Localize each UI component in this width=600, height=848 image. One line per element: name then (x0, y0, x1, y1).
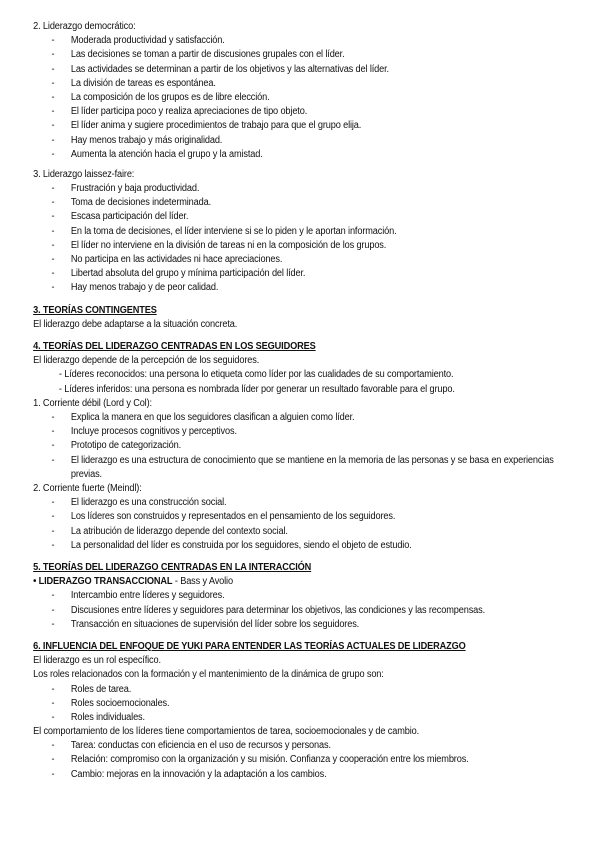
list-item: - Cambio: mejoras en la innovación y la adaptación a los cambios. (33, 768, 585, 782)
strong-current-list (33, 496, 585, 553)
list-item: - El líder anima y sugiere procedimientos de trabajo para que el grupo elija. (33, 119, 585, 133)
yuki-line-2: Los roles relacionados con la formación y el mantenimiento de la dinámica de grupo son: (33, 669, 384, 681)
followers-sub-inferred: - Líderes inferidos: una persona es nombrada líder por generar un resultado favorable para el grupo. (58, 383, 455, 395)
list-item: - Las decisiones se toman a partir de discusiones grupales con el líder. (33, 48, 585, 62)
list-item: - La composición de los grupos es de libre elección. (33, 91, 585, 105)
list-item: - No participa en las actividades ni hace apreciaciones. (33, 253, 585, 267)
list-item: - Moderada productividad y satisfacción. (33, 34, 585, 48)
dash-marker: - (51, 604, 55, 616)
dash-marker: - (51, 590, 55, 602)
behaviors-list (33, 739, 585, 782)
list-item: - Prototipo de categorización. (33, 439, 585, 453)
list-item: - Discusiones entre líderes y seguidores para determinar los objetivos, las condiciones y las recompensas. (33, 604, 585, 618)
dash-marker: - (51, 239, 55, 251)
dash-marker: - (51, 120, 55, 132)
list-item: - Explica la manera en que los seguidores clasifican a alguien como líder. (33, 411, 585, 425)
list-item: - Tarea: conductas con eficiencia en el uso de recursos y personas. (33, 739, 585, 753)
dash-marker: - (51, 211, 55, 223)
laissez-faire-list (33, 182, 585, 296)
list-item: - Relación: compromiso con la organización y su misión. Confianza y cooperación entre los miembros. (33, 753, 585, 767)
dash-marker: - (51, 697, 55, 709)
dash-marker: - (51, 148, 55, 160)
weak-current-title: 1. Corriente débil (Lord y Col): (33, 397, 152, 409)
dash-marker: - (51, 106, 55, 118)
list-item: - El líder participa poco y realiza apreciaciones de tipo objeto. (33, 105, 585, 119)
list-item: - Intercambio entre líderes y seguidores. (33, 589, 585, 603)
dash-marker: - (51, 454, 55, 466)
list-item: - El liderazgo es una construcción social. (33, 496, 585, 510)
dash-marker: - (51, 225, 55, 237)
dash-marker: - (51, 282, 55, 294)
list-item: - Los líderes son construidos y representados en el pensamiento de los seguidores. (33, 510, 585, 524)
interaction-list (33, 589, 585, 632)
dash-marker: - (51, 683, 55, 695)
dash-marker: - (51, 63, 55, 75)
weak-current-list (33, 411, 585, 482)
dash-marker: - (51, 740, 55, 752)
dash-marker: - (51, 49, 55, 61)
dash-marker: - (51, 539, 55, 551)
followers-heading: 4. TEORÍAS DEL LIDERAZGO CENTRADAS EN LOS SEGUIDORES (33, 341, 316, 352)
contingent-text: El liderazgo debe adaptarse a la situación concreta. (33, 318, 238, 330)
list-item: - Aumenta la atención hacia el grupo y la amistad. (33, 148, 585, 162)
transactional-authors: - Bass y Avolio (172, 576, 233, 588)
democratic-title: 2. Liderazgo democrático: (33, 21, 136, 32)
list-item: - Hay menos trabajo y de peor calidad. (33, 281, 585, 295)
document-body (33, 20, 585, 782)
dash-marker: - (51, 134, 55, 146)
list-item: - El liderazgo es una estructura de conocimiento que se mantiene en la memoria de las personas y se basa en experiencias previas. (51, 454, 554, 480)
list-item: - En la toma de decisiones, el líder interviene si se lo piden y le aportan información. (33, 225, 585, 239)
dash-marker: - (51, 440, 55, 452)
dash-marker: - (51, 91, 55, 103)
dash-marker: - (51, 768, 55, 780)
dash-marker: - (51, 268, 55, 280)
dash-marker: - (51, 412, 55, 424)
list-item: - La atribución de liderazgo depende del contexto social. (33, 525, 585, 539)
list-item: - Roles de tarea. (33, 683, 585, 697)
dash-marker: - (51, 77, 55, 89)
interaction-heading: 5. TEORÍAS DEL LIDERAZGO CENTRADAS EN LA INTERACCIÓN (33, 561, 312, 573)
dash-marker: - (51, 511, 55, 523)
transactional-label: • LIDERAZGO TRANSACCIONAL (33, 576, 173, 588)
dash-marker: - (51, 197, 55, 209)
list-item: - Incluye procesos cognitivos y perceptivos. (33, 425, 585, 439)
list-item: - Libertad absoluta del grupo y mínima participación del líder. (33, 267, 585, 281)
dash-marker: - (51, 525, 55, 537)
laissez-faire-title: 3. Liderazgo laissez-faire: (33, 168, 135, 180)
list-item: - Roles individuales. (33, 711, 585, 725)
roles-list (33, 683, 585, 726)
dash-marker: - (51, 183, 55, 195)
list-item: - Transacción en situaciones de supervisión del líder sobre los seguidores. (33, 618, 585, 632)
list-item: - Hay menos trabajo y más originalidad. (33, 134, 585, 148)
list-item: - Escasa participación del líder. (33, 210, 585, 224)
list-item: - Roles socioemocionales. (33, 697, 585, 711)
contingent-heading: 3. TEORÍAS CONTINGENTES (33, 304, 157, 316)
followers-sub-recognized: - Líderes reconocidos: una persona lo etiqueta como líder por las cualidades de su comportamiento. (58, 369, 454, 381)
dash-marker: - (51, 35, 55, 47)
dash-marker: - (51, 254, 55, 266)
followers-intro: El liderazgo depende de la percepción de los seguidores. (33, 355, 260, 367)
yuki-line-3: El comportamiento de los líderes tiene comportamientos de tarea, socioemocionales y de cambio. (33, 726, 420, 738)
dash-marker: - (51, 426, 55, 438)
dash-marker: - (51, 754, 55, 766)
list-item: - La personalidad del líder es construida por los seguidores, siendo el objeto de estudio. (33, 539, 585, 553)
dash-marker: - (51, 497, 55, 509)
dash-marker: - (51, 618, 55, 630)
list-item: - Toma de decisiones indeterminada. (33, 196, 585, 210)
list-item: - Las actividades se determinan a partir de los objetivos y las alternativas del líder. (33, 63, 585, 77)
list-item: - El líder no interviene en la división de tareas ni en la composición de los grupos. (33, 239, 585, 253)
yuki-heading: 6. INFLUENCIA DEL ENFOQUE DE YUKI PARA ENTENDER LAS TEORÍAS ACTUALES DE LIDERAZGO (33, 640, 466, 652)
list-item: - La división de tareas es espontánea. (33, 77, 585, 91)
list-item: - Frustración y baja productividad. (33, 182, 585, 196)
transactional-line (33, 575, 585, 589)
dash-marker: - (51, 711, 55, 723)
democratic-list (33, 34, 585, 162)
yuki-line-1: El liderazgo es un rol específico. (33, 655, 161, 667)
strong-current-title: 2. Corriente fuerte (Meindl): (33, 482, 142, 494)
